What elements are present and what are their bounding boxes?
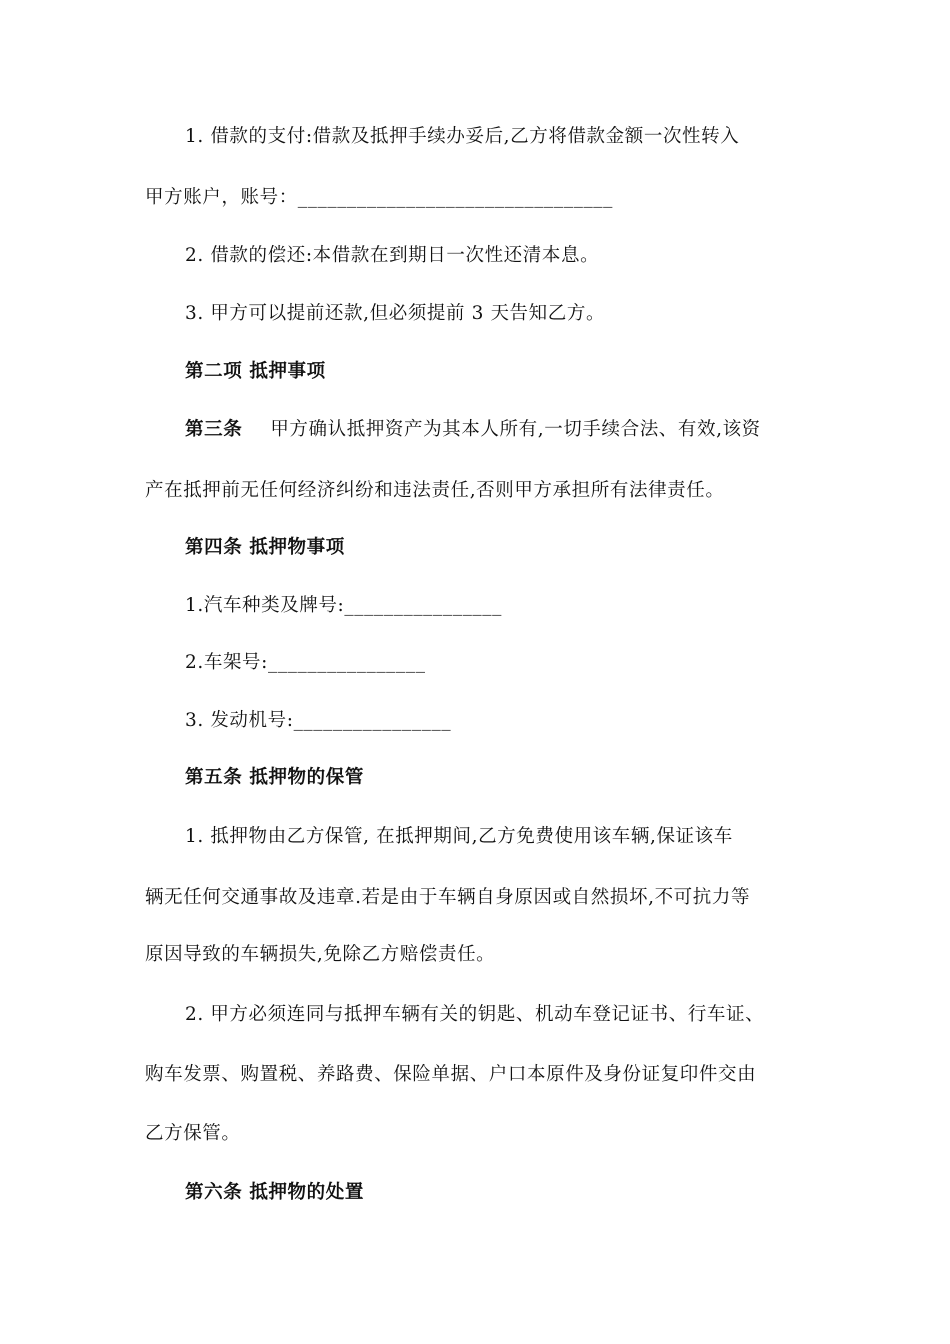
- article-5-item-2-line-2: 购车发票、购置税、养路费、保险单据、户口本原件及身份证复印件交由: [145, 1064, 757, 1085]
- article-3-line-2: 产在抵押前无任何经济纠纷和违法责任,否则甲方承担所有法律责任。: [145, 480, 725, 501]
- article-4-item-2: 2.车架号:________________: [185, 652, 426, 673]
- article-4-item-1: 1.汽车种类及牌号:________________: [185, 595, 502, 616]
- article-6-heading: 第六条 抵押物的处置: [185, 1182, 364, 1203]
- article-5-item-1-line-1: 1. 抵押物由乙方保管, 在抵押期间,乙方免费使用该车辆,保证该车: [185, 826, 733, 847]
- clause-1-line-2: 甲方账户，账号：________________________________: [145, 187, 614, 208]
- article-3-line-1: [185, 418, 761, 442]
- article-5-item-2-line-3: 乙方保管。: [145, 1123, 241, 1144]
- clause-2: 2. 借款的偿还:本借款在到期日一次性还清本息。: [185, 245, 600, 266]
- article-4-item-3: 3. 发动机号:________________: [185, 710, 452, 731]
- clause-1-line-1: 1. 借款的支付:借款及抵押手续办妥后,乙方将借款金额一次性转入: [185, 126, 740, 147]
- article-5-item-1-line-3: 原因导致的车辆损失,免除乙方赔偿责任。: [145, 944, 496, 965]
- article-4-heading: 第四条 抵押物事项: [185, 537, 345, 558]
- article-5-item-2-line-1: 2. 甲方必须连同与抵押车辆有关的钥匙、机动车登记证书、行车证、: [185, 1004, 765, 1025]
- section-heading-item-2: 第二项 抵押事项: [185, 361, 326, 382]
- article-3-label: 第三条: [185, 419, 243, 440]
- article-5-item-1-line-2: 辆无任何交通事故及违章.若是由于车辆自身原因或自然损坏,不可抗力等: [145, 887, 751, 908]
- article-3-text: 甲方确认抵押资产为其本人所有,一切手续合法、有效,该资: [270, 419, 761, 440]
- article-5-heading: 第五条 抵押物的保管: [185, 767, 364, 788]
- clause-3: 3. 甲方可以提前还款,但必须提前 3 天告知乙方。: [185, 303, 606, 324]
